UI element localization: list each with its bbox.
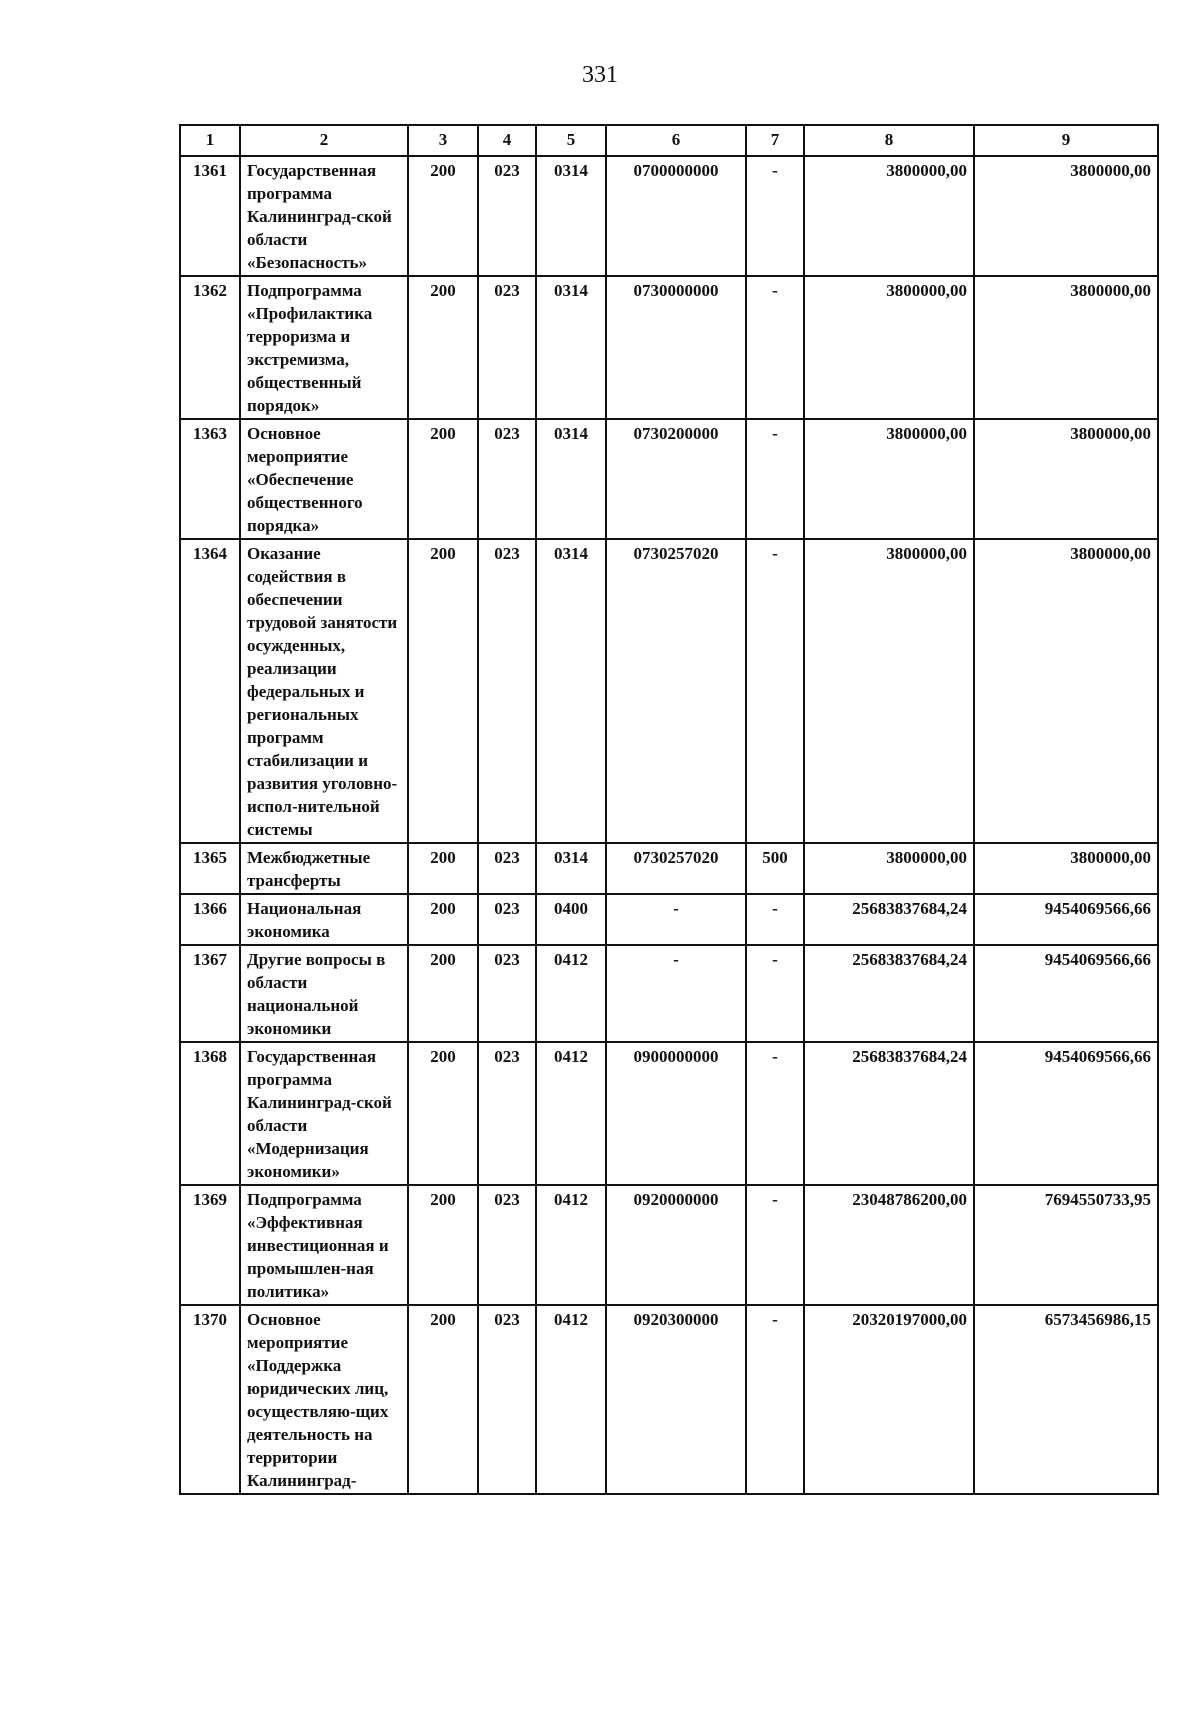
table-row	[180, 843, 1158, 894]
row-col5: 0400	[536, 894, 606, 945]
row-col8: 3800000,00	[804, 276, 974, 419]
header-cell-7: 7	[746, 125, 804, 156]
row-col3: 200	[408, 276, 478, 419]
row-col3: 200	[408, 894, 478, 945]
table-row	[180, 1185, 1158, 1305]
header-cell-9: 9	[974, 125, 1158, 156]
row-number: 1368	[180, 1042, 240, 1185]
row-col8: 3800000,00	[804, 539, 974, 843]
row-col7: -	[746, 156, 804, 276]
row-col9: 9454069566,66	[974, 945, 1158, 1042]
row-number: 1361	[180, 156, 240, 276]
row-col6: 0900000000	[606, 1042, 746, 1185]
row-name: Подпрограмма «Профилактика терроризма и экстремизма, общественный порядок»	[240, 276, 408, 419]
table-row	[180, 1042, 1158, 1185]
header-cell-1: 1	[180, 125, 240, 156]
header-cell-8: 8	[804, 125, 974, 156]
row-name: Основное мероприятие «Поддержка юридических лиц, осуществляю-щих деятельность на территории Калининград-	[240, 1305, 408, 1494]
row-col5: 0314	[536, 539, 606, 843]
row-col9: 3800000,00	[974, 843, 1158, 894]
row-col6: 0730257020	[606, 539, 746, 843]
row-col4: 023	[478, 945, 536, 1042]
row-name: Национальная экономика	[240, 894, 408, 945]
row-number: 1362	[180, 276, 240, 419]
row-col8: 3800000,00	[804, 843, 974, 894]
row-col5: 0314	[536, 156, 606, 276]
table-row	[180, 156, 1158, 276]
row-col3: 200	[408, 1305, 478, 1494]
row-col3: 200	[408, 945, 478, 1042]
row-col4: 023	[478, 894, 536, 945]
row-col8: 20320197000,00	[804, 1305, 974, 1494]
header-cell-6: 6	[606, 125, 746, 156]
row-col9: 3800000,00	[974, 539, 1158, 843]
row-col6: 0920000000	[606, 1185, 746, 1305]
row-number: 1367	[180, 945, 240, 1042]
row-col9: 3800000,00	[974, 276, 1158, 419]
budget-table	[179, 124, 1159, 1495]
row-name: Государственная программа Калининград-ской области «Безопасность»	[240, 156, 408, 276]
header-cell-2: 2	[240, 125, 408, 156]
row-col9: 9454069566,66	[974, 1042, 1158, 1185]
row-col3: 200	[408, 843, 478, 894]
row-number: 1366	[180, 894, 240, 945]
row-col3: 200	[408, 1185, 478, 1305]
row-col5: 0314	[536, 276, 606, 419]
row-name: Другие вопросы в области национальной экономики	[240, 945, 408, 1042]
row-col5: 0314	[536, 843, 606, 894]
row-col4: 023	[478, 539, 536, 843]
row-col6: 0920300000	[606, 1305, 746, 1494]
row-col8: 25683837684,24	[804, 945, 974, 1042]
row-col7: -	[746, 1305, 804, 1494]
header-row	[180, 125, 1158, 156]
row-col4: 023	[478, 1042, 536, 1185]
row-col8: 23048786200,00	[804, 1185, 974, 1305]
row-number: 1365	[180, 843, 240, 894]
budget-table-container	[179, 124, 1159, 1495]
table-row	[180, 276, 1158, 419]
header-cell-5: 5	[536, 125, 606, 156]
row-col9: 3800000,00	[974, 156, 1158, 276]
row-name: Подпрограмма «Эффективная инвестиционная и промышлен-ная политика»	[240, 1185, 408, 1305]
row-number: 1363	[180, 419, 240, 539]
table-row	[180, 419, 1158, 539]
row-col9: 7694550733,95	[974, 1185, 1158, 1305]
row-col8: 25683837684,24	[804, 894, 974, 945]
row-name: Государственная программа Калининград-ской области «Модернизация экономики»	[240, 1042, 408, 1185]
row-name: Оказание содействия в обеспечении трудовой занятости осужденных, реализации федеральных и региональных программ стабилизации и развития уголовно-испол-нительной системы	[240, 539, 408, 843]
row-col3: 200	[408, 156, 478, 276]
row-col7: -	[746, 276, 804, 419]
row-col7: 500	[746, 843, 804, 894]
row-col9: 9454069566,66	[974, 894, 1158, 945]
row-col9: 6573456986,15	[974, 1305, 1158, 1494]
row-col7: -	[746, 539, 804, 843]
row-col8: 3800000,00	[804, 419, 974, 539]
header-cell-3: 3	[408, 125, 478, 156]
row-col4: 023	[478, 156, 536, 276]
row-col9: 3800000,00	[974, 419, 1158, 539]
row-col5: 0412	[536, 1305, 606, 1494]
row-col6: 0730200000	[606, 419, 746, 539]
row-number: 1370	[180, 1305, 240, 1494]
row-col6: -	[606, 894, 746, 945]
row-col3: 200	[408, 539, 478, 843]
row-col3: 200	[408, 419, 478, 539]
table-row	[180, 894, 1158, 945]
row-col4: 023	[478, 419, 536, 539]
row-col6: 0730000000	[606, 276, 746, 419]
row-col6: 0730257020	[606, 843, 746, 894]
row-col6: 0700000000	[606, 156, 746, 276]
row-col8: 25683837684,24	[804, 1042, 974, 1185]
page-number: 331	[582, 62, 618, 88]
table-row	[180, 945, 1158, 1042]
row-col5: 0412	[536, 945, 606, 1042]
row-col7: -	[746, 1185, 804, 1305]
table-row	[180, 1305, 1158, 1494]
row-col4: 023	[478, 1305, 536, 1494]
row-col4: 023	[478, 1185, 536, 1305]
row-name: Межбюджетные трансферты	[240, 843, 408, 894]
row-col7: -	[746, 945, 804, 1042]
row-col7: -	[746, 1042, 804, 1185]
row-col5: 0314	[536, 419, 606, 539]
row-number: 1369	[180, 1185, 240, 1305]
row-col4: 023	[478, 276, 536, 419]
row-col8: 3800000,00	[804, 156, 974, 276]
row-col7: -	[746, 419, 804, 539]
row-col3: 200	[408, 1042, 478, 1185]
row-col5: 0412	[536, 1042, 606, 1185]
table-row	[180, 539, 1158, 843]
row-col5: 0412	[536, 1185, 606, 1305]
row-col6: -	[606, 945, 746, 1042]
header-cell-4: 4	[478, 125, 536, 156]
row-name: Основное мероприятие «Обеспечение общественного порядка»	[240, 419, 408, 539]
row-col4: 023	[478, 843, 536, 894]
row-number: 1364	[180, 539, 240, 843]
row-col7: -	[746, 894, 804, 945]
